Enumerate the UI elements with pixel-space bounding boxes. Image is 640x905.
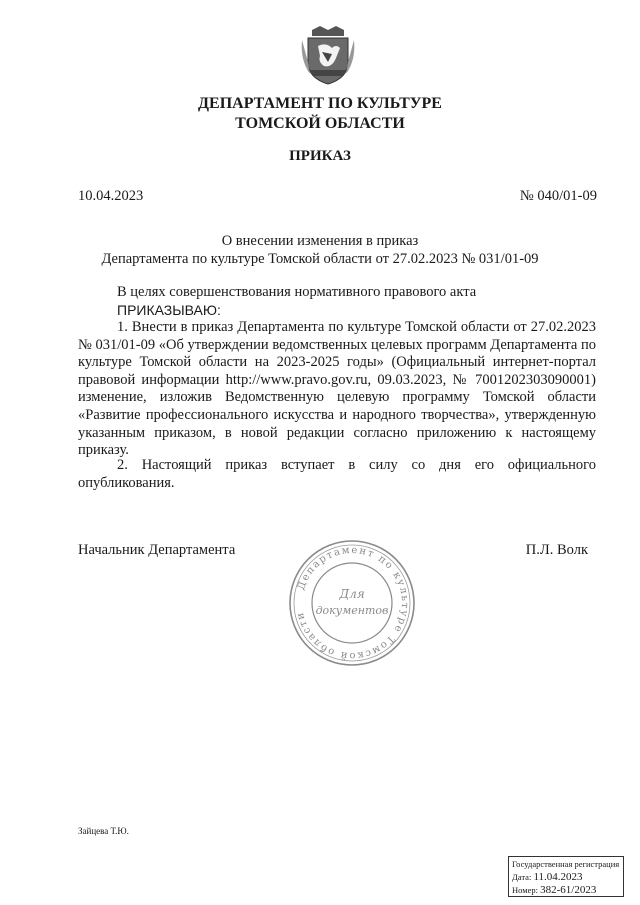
intro-paragraph: В целях совершенствования нормативного правового акта	[117, 284, 477, 300]
coat-of-arms-icon	[298, 24, 358, 88]
registration-date-row	[512, 871, 620, 884]
paragraph-1: 1. Внести в приказ Департамента по культуре Томской области от 27.02.2023 № 031/01-09 «Об утверждении ведомственных целевых программ Департамента по культуре Томской области на 2023-2025 годы» (Официальный интернет-портал правовой информации http://www.pravo.gov.ru, 09.03.2023, № 7001202303090001) изменение, изложив Ведомственную целевую программу Томской области «Развитие профессионального искусства и народного творчества», утвержденную указанным приказом, в новой редакции согласно приложению к настоящему приказу.	[78, 319, 596, 459]
executor-name: Зайцева Т.Ю.	[78, 826, 129, 836]
registration-box	[508, 856, 624, 897]
paragraph-2: 2. Настоящий приказ вступает в силу со дня его официального опубликования.	[78, 457, 596, 491]
registration-title: Государственная регистрация	[512, 859, 620, 869]
seal-ring-text: Департамент по культуре Томской области	[294, 544, 411, 662]
document-type: ПРИКАЗ	[289, 148, 351, 164]
official-seal	[287, 538, 417, 668]
order-word: ПРИКАЗЫВАЮ:	[117, 302, 221, 318]
document-date: 10.04.2023	[78, 188, 144, 204]
document-number: № 040/01-09	[519, 188, 597, 204]
registration-number-row	[512, 884, 620, 897]
subject-line2: Департамента по культуре Томской области от 27.02.2023 № 031/01-09	[101, 251, 539, 267]
registration-date-label: Дата:	[512, 872, 532, 882]
signatory-name: П.Л. Волк	[525, 542, 588, 558]
seal-center-line2: документов	[315, 604, 389, 617]
department-name-line2: ТОМСКОЙ ОБЛАСТИ	[235, 115, 405, 132]
registration-number-label: Номер:	[512, 885, 538, 895]
registration-date-value: 11.04.2023	[533, 871, 583, 883]
seal-center-line1: Для	[339, 587, 365, 601]
subject-line1: О внесении изменения в приказ	[221, 233, 419, 249]
registration-number-value: 382-61/2023	[540, 884, 597, 896]
department-name-line1: ДЕПАРТАМЕНТ ПО КУЛЬТУРЕ	[198, 95, 442, 112]
signatory-role: Начальник Департамента	[78, 542, 236, 558]
